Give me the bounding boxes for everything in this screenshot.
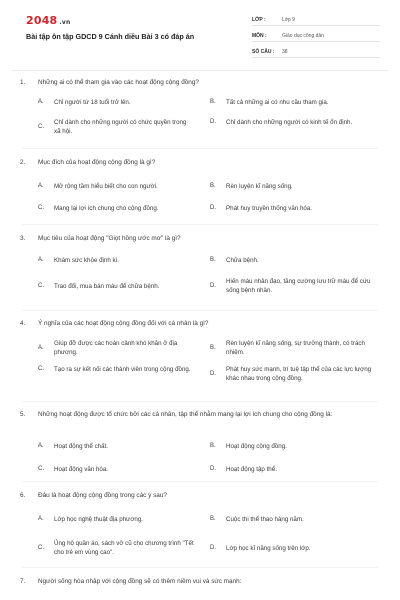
option-letter: A. — [38, 183, 44, 189]
info-row-count — [252, 46, 380, 58]
option-text: Mở rộng tầm hiểu biết cho con người. — [54, 183, 158, 190]
option-letter: C. — [38, 205, 44, 211]
option-text: Tất cả những ai có nhu cầu tham gia. — [226, 99, 329, 106]
question-body: Những ai có thể tham gia vào các hoạt động cộng đồng? — [38, 79, 199, 86]
option-c[interactable] — [38, 465, 194, 474]
option-text: Tạo ra sự kết nối các thành viên trong cộng đồng. — [54, 366, 191, 373]
question-text — [20, 319, 360, 329]
option-d[interactable] — [210, 365, 378, 383]
question-separator — [22, 401, 378, 402]
option-a[interactable] — [38, 182, 194, 191]
info-value: 38 — [282, 48, 288, 55]
option-letter: A. — [38, 257, 44, 263]
option-letter: B. — [210, 99, 216, 105]
option-text: Rèn luyện kĩ năng sống, sự trưởng thành, có trách nhiệm. — [226, 340, 365, 356]
option-text: Lớp học nghệ thuật địa phương. — [54, 516, 143, 523]
option-c[interactable] — [38, 539, 200, 557]
question-number: 6. — [20, 492, 26, 499]
logo-suffix: .vn — [59, 19, 71, 26]
question-body: Những hoạt động được tổ chức bởi các cá nhân, tập thể nhằm mang lại lợi ích chung cho cộng đồng là: — [38, 411, 333, 418]
option-letter: D. — [210, 205, 216, 211]
option-d[interactable] — [210, 277, 378, 295]
option-a[interactable] — [38, 442, 194, 451]
question-separator — [22, 224, 378, 225]
question-text — [20, 491, 360, 501]
question-text — [20, 577, 368, 587]
option-text: Chỉ dành cho những người có chức quyền trong xã hội. — [54, 119, 187, 135]
option-a[interactable] — [38, 98, 194, 107]
logo-main: 2048 — [26, 14, 58, 27]
question-separator — [22, 310, 378, 311]
option-text: Lớp học kĩ năng sống trên lớp. — [226, 545, 311, 552]
question-text — [20, 78, 360, 88]
option-text: Khám sức khỏe định kì. — [54, 257, 120, 264]
page-header — [0, 0, 400, 66]
question-body: Mục tiêu của hoạt động "Giọt hồng ước mơ" là gì? — [38, 235, 181, 242]
option-text: Rèn luyện kĩ năng sống. — [226, 183, 293, 190]
question-body: Mục đích của hoạt động cộng đồng là gì? — [38, 159, 156, 166]
option-letter: A. — [38, 344, 44, 351]
question-number: 5. — [20, 411, 26, 418]
option-letter: D. — [210, 370, 216, 377]
question-body: Ý nghĩa của các hoạt động cộng đồng đối với cá nhân là gì? — [38, 320, 209, 327]
site-logo[interactable] — [26, 14, 70, 27]
info-row-subject — [252, 30, 380, 42]
option-letter: B. — [210, 516, 216, 522]
info-panel — [252, 14, 380, 62]
option-c[interactable] — [38, 365, 194, 374]
option-text: Hoạt động cộng đồng. — [226, 443, 287, 450]
option-letter: C. — [38, 544, 44, 551]
option-letter: B. — [210, 344, 216, 351]
option-d[interactable] — [210, 118, 378, 127]
info-label: LỚP : — [252, 16, 266, 23]
question-separator — [22, 481, 378, 482]
option-d[interactable] — [210, 465, 366, 474]
option-b[interactable] — [210, 442, 366, 451]
option-text: Chỉ dành cho những người có kinh tế ổn định. — [226, 119, 353, 126]
option-letter: D. — [210, 466, 216, 472]
option-letter: A. — [38, 99, 44, 105]
option-a[interactable] — [38, 256, 194, 265]
info-label: MÔN : — [252, 32, 267, 39]
option-letter: C. — [38, 366, 44, 372]
option-a[interactable] — [38, 515, 194, 524]
option-text: Hoạt động thể chất. — [54, 443, 109, 450]
option-text: Hiến máu nhân đạo, tăng cường lưu trữ máu để cứu sống bệnh nhân. — [226, 278, 371, 294]
info-row-grade — [252, 14, 380, 26]
option-letter: C. — [38, 283, 44, 289]
question-number: 2. — [20, 159, 26, 166]
question-number: 3. — [20, 235, 26, 242]
option-d[interactable] — [210, 544, 366, 553]
option-letter: C. — [38, 466, 44, 472]
option-text: Cuộc thi thể thao hàng năm. — [226, 516, 304, 523]
option-text: Mang lại lợi ích chung cho cộng đồng. — [54, 205, 159, 212]
option-text: Giúp đỡ được các hoàn cảnh khó khăn ở địa phương. — [54, 340, 178, 356]
option-c[interactable] — [38, 118, 194, 136]
info-label: SỐ CÂU : — [252, 48, 275, 55]
question-separator — [22, 567, 378, 568]
option-b[interactable] — [210, 182, 366, 191]
option-text: Phát huy truyền thống văn hóa. — [226, 205, 312, 212]
option-b[interactable] — [210, 515, 366, 524]
document-title: Bài tập ôn tập GDCD 9 Cánh diều Bài 3 có đáp án — [26, 32, 195, 41]
option-b[interactable] — [210, 339, 378, 357]
option-letter: D. — [210, 119, 216, 125]
option-letter: D. — [210, 282, 216, 289]
option-a[interactable] — [38, 339, 194, 357]
option-text: Hoạt động tập thể. — [226, 466, 277, 473]
option-b[interactable] — [210, 256, 366, 265]
option-text: Trao đổi, mua bán máu để chữa bệnh. — [54, 283, 160, 290]
question-body: Người sống hòa nhập với cộng đồng sẽ có thêm niềm vui và sức mạnh: — [38, 578, 242, 585]
question-separator — [22, 148, 378, 149]
option-text: Hoạt động văn hóa. — [54, 466, 109, 473]
option-letter: A. — [38, 443, 44, 449]
info-value: Giáo dục công dân — [282, 32, 324, 39]
question-number: 7. — [20, 578, 26, 585]
option-text: Ủng hộ quần áo, sách vở cũ cho chương trình "Tết cho trẻ em vùng cao". — [54, 540, 194, 556]
option-text: Chỉ người từ 18 tuổi trở lên. — [54, 99, 131, 106]
option-letter: B. — [210, 257, 216, 263]
question-number: 4. — [20, 320, 26, 327]
option-letter: C. — [38, 123, 44, 130]
option-d[interactable] — [210, 204, 366, 213]
question-body: Đâu là hoạt động cộng đồng trong các ý sau? — [38, 492, 167, 499]
option-letter: B. — [210, 183, 216, 189]
question-text — [20, 158, 360, 168]
option-c[interactable] — [38, 204, 214, 213]
option-letter: D. — [210, 545, 216, 551]
option-letter: B. — [210, 443, 216, 449]
info-value: Lớp 9 — [282, 16, 296, 23]
question-text — [20, 234, 360, 244]
option-letter: A. — [38, 516, 44, 522]
question-number: 1. — [20, 79, 26, 86]
option-b[interactable] — [210, 98, 386, 107]
question-text — [20, 410, 368, 420]
option-c[interactable] — [38, 282, 214, 291]
header-divider — [12, 70, 388, 71]
option-text: Phát huy sức mạnh, trí tuệ tập thể của các lực lượng khác nhau trong cộng đồng. — [226, 366, 372, 382]
option-text: Chữa bệnh. — [226, 257, 259, 264]
